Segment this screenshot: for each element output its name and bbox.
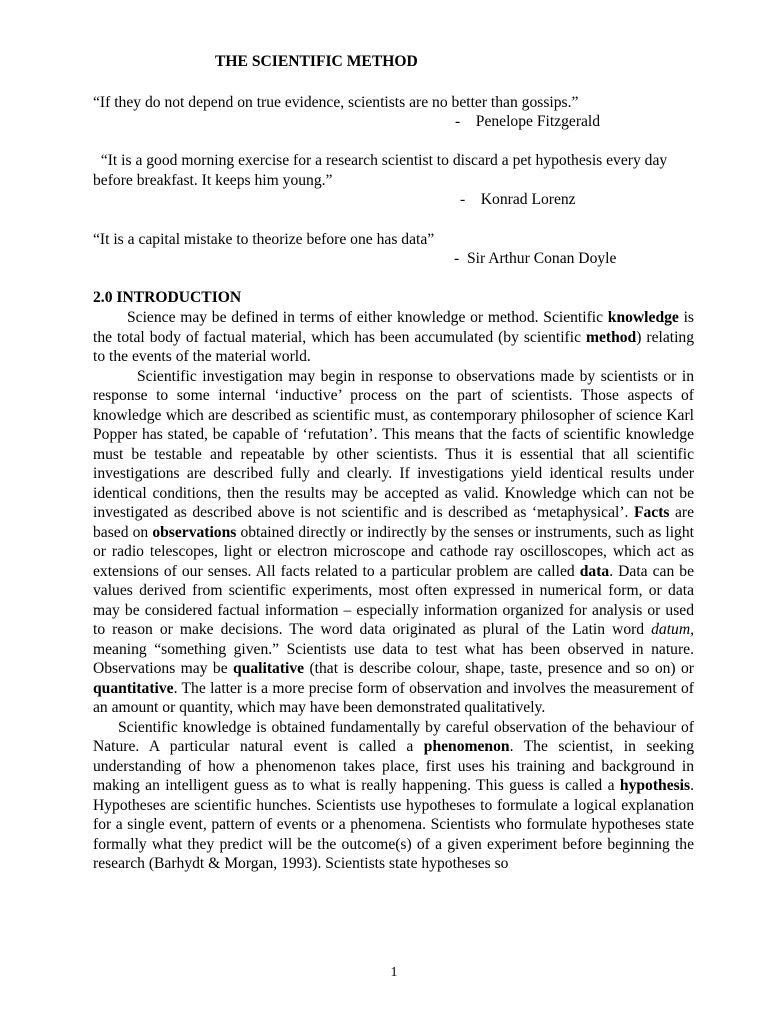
quote-author-doyle: - Sir Arthur Conan Doyle [454,250,617,267]
quote-doyle: “It is a capital mistake to theorize before one has data” [93,231,435,248]
page-number: 1 [390,965,398,980]
paragraph-2: Scientific investigation may begin in response to observations made by scientists or in response to some internal ‘inductive’ process on the part of scientists. Those aspects of knowledge which are described as scientific must, as contemporary philosopher of science Karl Popper has stated, be capable of ‘refutation’. This means that the facts of scientific knowledge must be testable and repeatable by other scientists. Thus it is essential that all scientific investigations are described fully and clearly. If investigations yield identical results under identical conditions, then the results may be accepted as valid. Knowledge which can not be investigated as described above is not scientific and is described as ‘metaphysical’. Facts are based on observations obtained directly or indirectly by the senses or instruments, such as light or radio telescopes, light or electron microscope and cathode ray oscilloscopes, which act as extensions of our senses. All facts related to a particular problem are called data. Data can be values derived from scientific experiments, most often expressed in numerical form, or data may be considered factual information – especially information organized for analysis or used to reason or make decisions. The word data originated as plural of the Latin word datum, meaning “something given.” Scientists use data to test what has been observed in nature. Observations may be qualitative (that is describe colour, shape, taste, presence and so on) or quantitative. The latter is a more precise form of observation and involves the measurement of an amount or quantity, which may have been demonstrated qualitatively. [93,367,695,716]
quote-author-lorenz: - Konrad Lorenz [460,191,576,208]
section-heading: 2.0 INTRODUCTION [93,289,242,306]
paragraph-3: Scientific knowledge is obtained fundamentally by careful observation of the behaviour of Nature. A particular natural event is called a phenomenon. The scientist, in seeking understanding of how a phenomenon takes place, first uses his training and background in making an intelligent guess as to what is really happening. This guess is called a hypothesis. Hypotheses are scientific hunches. Scientists use hypotheses to formulate a logical explanation for a single event, pattern of events or a phenomena. Scientists who formulate hypotheses state formally what they predict will be the outcome(s) of a given experiment before beginning the research (Barhydt & Morgan, 1993). Scientists state hypotheses so [93,718,694,872]
paragraph-1: Science may be defined in terms of either knowledge or method. Scientific knowledge is the total body of factual material, which has been accumulated (by scientific method) relating to the events of the material world. [93,309,695,365]
page-title: THE SCIENTIFIC METHOD [215,53,418,70]
quote-lorenz: “It is a good morning exercise for a research scientist to discard a pet hypothesis every day before breakfast. It keeps him young.” [93,152,672,189]
quote-fitzgerald: “If they do not depend on true evidence, scientists are no better than gossips.” [93,94,579,111]
introduction-section [93,287,694,874]
quote-author-fitzgerald: - Penelope Fitzgerald [455,113,601,130]
